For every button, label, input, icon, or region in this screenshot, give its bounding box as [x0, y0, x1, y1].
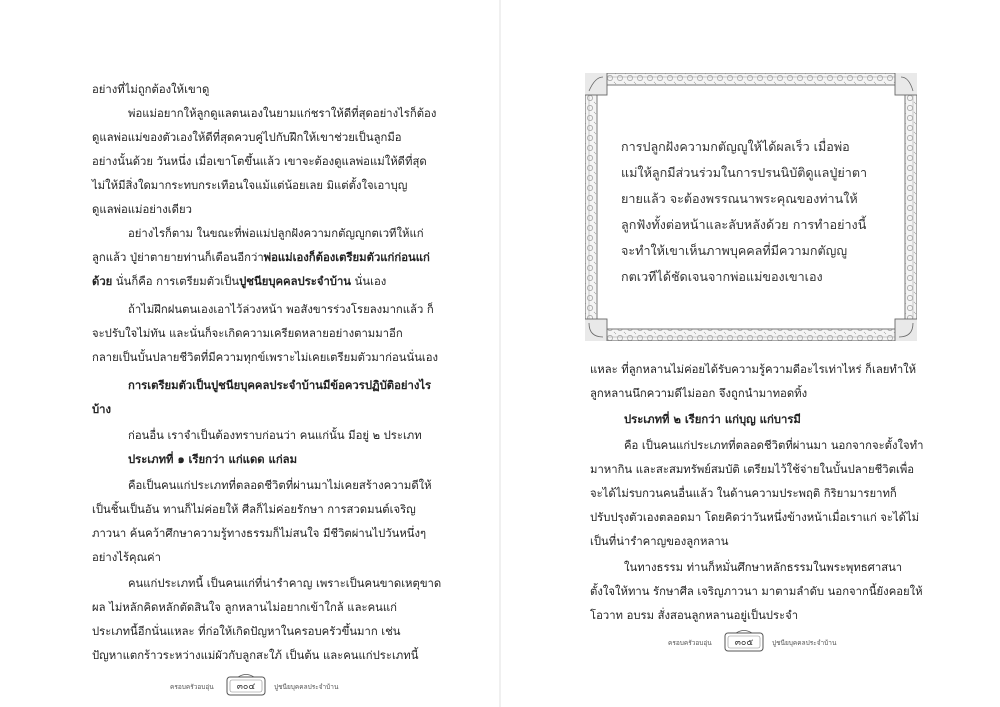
- page-number-badge: [724, 630, 764, 654]
- box-text-line: ยายแล้ว จะต้องพรรณนาพระคุณของท่านให้: [621, 191, 858, 206]
- box-text-line: ลูกฟังทั้งต่อหน้าและลับหลังด้วย การทำอย่างนี้: [621, 217, 867, 232]
- text-line: ปรับปรุงตัวเองตลอดมา โดยคิดว่าวันหนึ่งข้างหน้าเมื่อเราแก่ จะได้ไม่: [590, 511, 920, 524]
- text-segment: นั่นก็คือ การเตรียมตัวเป็น: [112, 275, 240, 288]
- text-line: เป็นชิ้นเป็นอัน ทานก็ไม่ค่อยให้ ศีลก็ไม่ค่อยรักษา การสวดมนต์เจริญ: [92, 503, 416, 516]
- box-text-line: จะทำให้เขาเห็นภาพบุคคลที่มีความกตัญญู: [621, 243, 848, 258]
- section-heading-cont: บ้าง: [92, 403, 112, 416]
- text-line: อย่างไรก็ตาม ในขณะที่พ่อแม่ปลูกฝังความกตัญญูกตเวทีให้แก่: [128, 227, 424, 240]
- page-number-badge: [226, 674, 266, 698]
- footer-book-title: ครอบครัวอบอุ่น: [668, 639, 712, 647]
- text-line: โอวาท อบรม สั่งสอนลูกหลานอยู่เป็นประจำ: [590, 609, 799, 622]
- text-line: ตั้งใจให้ทาน รักษาศีล เจริญภาวนา มาตามลำดับ นอกจากนี้ยังคอยให้: [590, 585, 923, 598]
- text-line: มาหากิน และสะสมทรัพย์สมบัติ เตรียมไว้ใช้จ่ายในบั้นปลายชีวิตเพื่อ: [590, 463, 915, 476]
- bold-phrase: ปูชนียบุคคลประจำบ้าน: [239, 275, 352, 288]
- text-line: ภาวนา ค้นคว้าศึกษาความรู้ทางธรรมก็ไม่สนใจ มีชีวิตผ่านไปวันหนึ่งๆ: [92, 527, 427, 540]
- text-line: คือ เป็นคนแก่ประเภทที่ตลอดชีวิตที่ผ่านมา นอกจากจะตั้งใจทำ: [624, 439, 924, 452]
- text-line: ปัญหาแตกร้าวระหว่างแม่ผัวกับลูกสะใภ้ เป็นต้น และคนแก่ประเภทนี้: [92, 649, 419, 662]
- text-line: ไม่ให้มีสิ่งใดมากระทบกระเทือนใจแม้แต่น้อยเลย มิแต่ตั้งใจเอาบุญ: [92, 179, 408, 192]
- text-segment: ลูกแล้ว ปู่ย่าตายายท่านก็เตือนอีกว่า: [92, 251, 264, 264]
- box-text-line: แม่ให้ลูกมีส่วนร่วมในการปรนนิบัติดูแลปู่ย่าตา: [621, 165, 868, 180]
- text-line: อย่างที่ไม่ถูกต้องให้เขาดู: [92, 83, 210, 96]
- text-line: คนแก่ประเภทนี้ เป็นคนแก่ที่น่ารำคาญ เพราะเป็นคนขาดเหตุขาด: [128, 577, 442, 590]
- box-text-line: การปลูกฝังความกตัญญูให้ได้ผลเร็ว เมื่อพ่อ: [621, 139, 850, 154]
- text-line: พ่อแม่อยากให้ลูกดูแลตนเองในยามแก่ชราให้ดีที่สุดอย่างไรก็ต้อง: [128, 107, 437, 120]
- text-line: อย่างนั้นด้วย วันหนึ่ง เมื่อเขาโตขึ้นแล้ว เขาจะต้องดูแลพ่อแม่ให้ดีที่สุด: [92, 155, 427, 168]
- bold-phrase: พ่อแม่เองก็ต้องเตรียมตัวแก่ก่อนแก่: [263, 251, 430, 264]
- text-line: เป็นที่น่ารำคาญของลูกหลาน: [590, 535, 729, 548]
- subheading: ประเภทที่ ๑ เรียกว่า แก่แดด แก่ลม: [128, 453, 298, 466]
- footer-chapter-title: ปูชนียบุคคลประจำบ้าน: [772, 639, 837, 647]
- text-line: ประเภทนี้อีกนั่นแหละ ที่ก่อให้เกิดปัญหาในครอบครัวขึ้นมาก เช่น: [92, 625, 401, 638]
- footer-chapter-title: ปูชนียบุคคลประจำบ้าน: [274, 683, 339, 691]
- text-line: ดูแลพ่อแม่อย่างเดียว: [92, 203, 192, 216]
- text-line: คือเป็นคนแก่ประเภทที่ตลอดชีวิตที่ผ่านมาไม่เคยสร้างความดีให้: [128, 479, 432, 492]
- page-number: ๓๐๕: [734, 638, 754, 648]
- text-line: กลายเป็นบั้นปลายชีวิตที่มีความทุกข์เพราะไม่เคยเตรียมตัวมาก่อนนั่นเอง: [92, 351, 439, 364]
- text-line: ในทางธรรม ท่านก็หมั่นศึกษาหลักธรรมในพระพุทธศาสนา: [624, 561, 903, 574]
- page-number: ๓๐๔: [236, 682, 256, 692]
- text-line: [92, 270, 386, 294]
- right-page: [500, 0, 1000, 707]
- text-line: ก่อนอื่น เราจำเป็นต้องทราบก่อนว่า คนแก่นั้น มีอยู่ ๒ ประเภท: [128, 429, 422, 442]
- right-page-footer: [668, 630, 868, 656]
- text-line: จะได้ไม่รบกวนคนอื่นแล้ว ในด้านความประพฤติ กิริยามารยาทก็: [590, 487, 897, 500]
- footer-book-title: ครอบครัวอบอุ่น: [170, 683, 214, 691]
- bold-phrase: ด้วย: [92, 275, 113, 288]
- text-line: แหละ ที่ลูกหลานไม่ค่อยได้รับความรู้ความดีอะไรเท่าไหร่ ก็เลยทำให้: [590, 363, 917, 376]
- text-line: ดูแลพ่อแม่ของตัวเองให้ดีที่สุดควบคู่ไปกับฝึกให้เขาช่วยเป็นลูกมือ: [92, 131, 402, 144]
- text-line: [92, 246, 430, 270]
- text-line: ลูกหลานนึกความดีไม่ออก จึงถูกนำมาทอดทิ้ง: [590, 387, 808, 400]
- subheading: ประเภทที่ ๒ เรียกว่า แก่บุญ แก่บารมี: [624, 413, 801, 426]
- text-line: ผล ไม่หลักคิดหลักตัดสินใจ ลูกหลานไม่อยากเข้าใกล้ และคนแก่: [92, 601, 397, 614]
- text-segment: นั่นเอง: [351, 275, 387, 288]
- text-line: จะปรับใจไม่ทัน และนั่นก็จะเกิดความเครียดหลายอย่างตามมาอีก: [92, 327, 403, 340]
- box-text-line: กตเวทีได้ชัดเจนจากพ่อแม่ของเขาเอง: [621, 269, 823, 284]
- left-page-footer: [170, 674, 370, 700]
- text-line: ถ้าไม่ฝึกฝนตนเองเอาไว้ล่วงหน้า พอสังขารร่วงโรยลงมากแล้ว ก็: [128, 303, 434, 316]
- section-heading: การเตรียมตัวเป็นปูชนียบุคคลประจำบ้านมีข้อควรปฏิบัติอย่างไร: [128, 379, 432, 392]
- text-line: อย่างไร้คุณค่า: [92, 551, 161, 564]
